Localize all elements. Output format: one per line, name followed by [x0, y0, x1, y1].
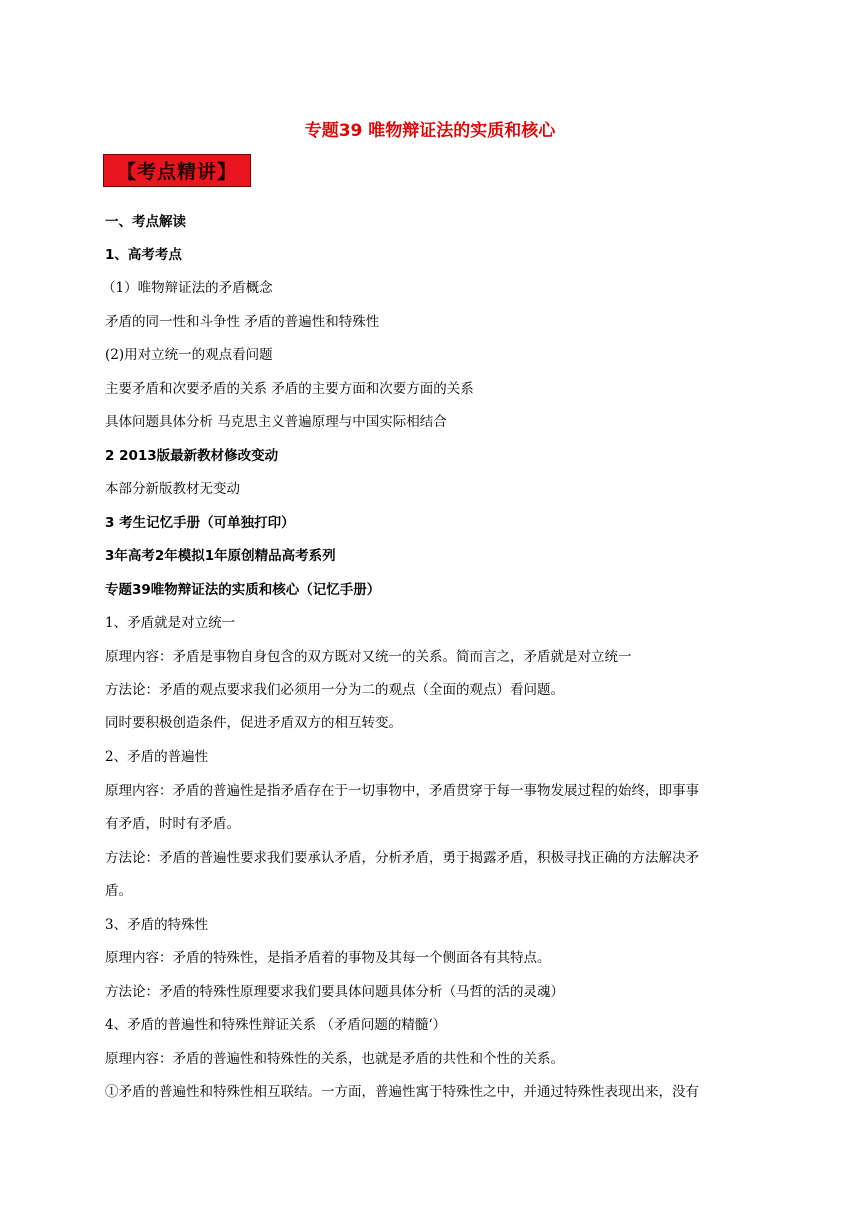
- text-line: 原理内容：矛盾的普遍性和特殊性的关系，也就是矛盾的共性和个性的关系。: [105, 1051, 564, 1067]
- text-line: 盾。: [105, 883, 132, 899]
- heading-manual-title: 专题39唯物辩证法的实质和核心（记忆手册）: [105, 582, 381, 598]
- text-line: 原理内容：矛盾是事物自身包含的双方既对又统一的关系。简而言之，矛盾就是对立统一: [105, 649, 632, 665]
- text-line: 方法论：矛盾的特殊性原理要求我们要具体问题具体分析（马哲的活的灵魂）: [105, 984, 564, 1000]
- page-title: 专题39 唯物辩证法的实质和核心: [304, 121, 556, 141]
- text-line: 同时要积极创造条件，促进矛盾双方的相互转变。: [105, 715, 402, 731]
- text-line: 原理内容：矛盾的普遍性是指矛盾存在于一切事物中，矛盾贯穿于每一事物发展过程的始终，即事事: [105, 783, 699, 799]
- heading-jiaocai-biandong: 2 2013版最新教材修改变动: [105, 448, 279, 464]
- text-line: 3、矛盾的特殊性: [105, 917, 209, 933]
- heading-jiyi-shouce: 3 考生记忆手册（可单独打印）: [105, 515, 295, 531]
- text-line: 1、矛盾就是对立统一: [105, 615, 236, 631]
- text-line: 具体问题具体分析 马克思主义普遍原理与中国实际相结合: [105, 414, 447, 430]
- text-line: ①矛盾的普遍性和特殊性相互联结。一方面，普遍性寓于特殊性之中，并通过特殊性表现出来，没有: [105, 1084, 699, 1100]
- text-line: 本部分新版教材无变动: [105, 481, 240, 497]
- text-line: 矛盾的同一性和斗争性 矛盾的普遍性和特殊性: [105, 314, 380, 330]
- text-line: （1）唯物辩证法的矛盾概念: [102, 280, 273, 296]
- text-line: 主要矛盾和次要矛盾的关系 矛盾的主要方面和次要方面的关系: [105, 381, 474, 397]
- text-line: 方法论：矛盾的普遍性要求我们要承认矛盾，分析矛盾，勇于揭露矛盾，积极寻找正确的方法解决矛: [105, 850, 699, 866]
- text-line: 有矛盾，时时有矛盾。: [105, 816, 240, 832]
- section-banner: [103, 154, 251, 187]
- text-line: 原理内容：矛盾的特殊性，是指矛盾着的事物及其每一个侧面各有其特点。: [105, 950, 551, 966]
- heading-gaokao-kaodian: 1、高考考点: [105, 247, 182, 263]
- text-line: (2)用对立统一的观点看问题: [105, 347, 273, 363]
- text-line: 方法论：矛盾的观点要求我们必须用一分为二的观点（全面的观点）看问题。: [105, 682, 564, 698]
- text-line: 2、矛盾的普遍性: [105, 749, 209, 765]
- text-line: 4、矛盾的普遍性和特殊性辩证关系 （矛盾问题的精髓‘）: [105, 1017, 447, 1033]
- heading-series: 3年高考2年模拟1年原创精品高考系列: [105, 548, 336, 564]
- banner-label: 【考点精讲】: [116, 161, 237, 183]
- heading-kaodian-jiedu: 一、考点解读: [105, 214, 186, 230]
